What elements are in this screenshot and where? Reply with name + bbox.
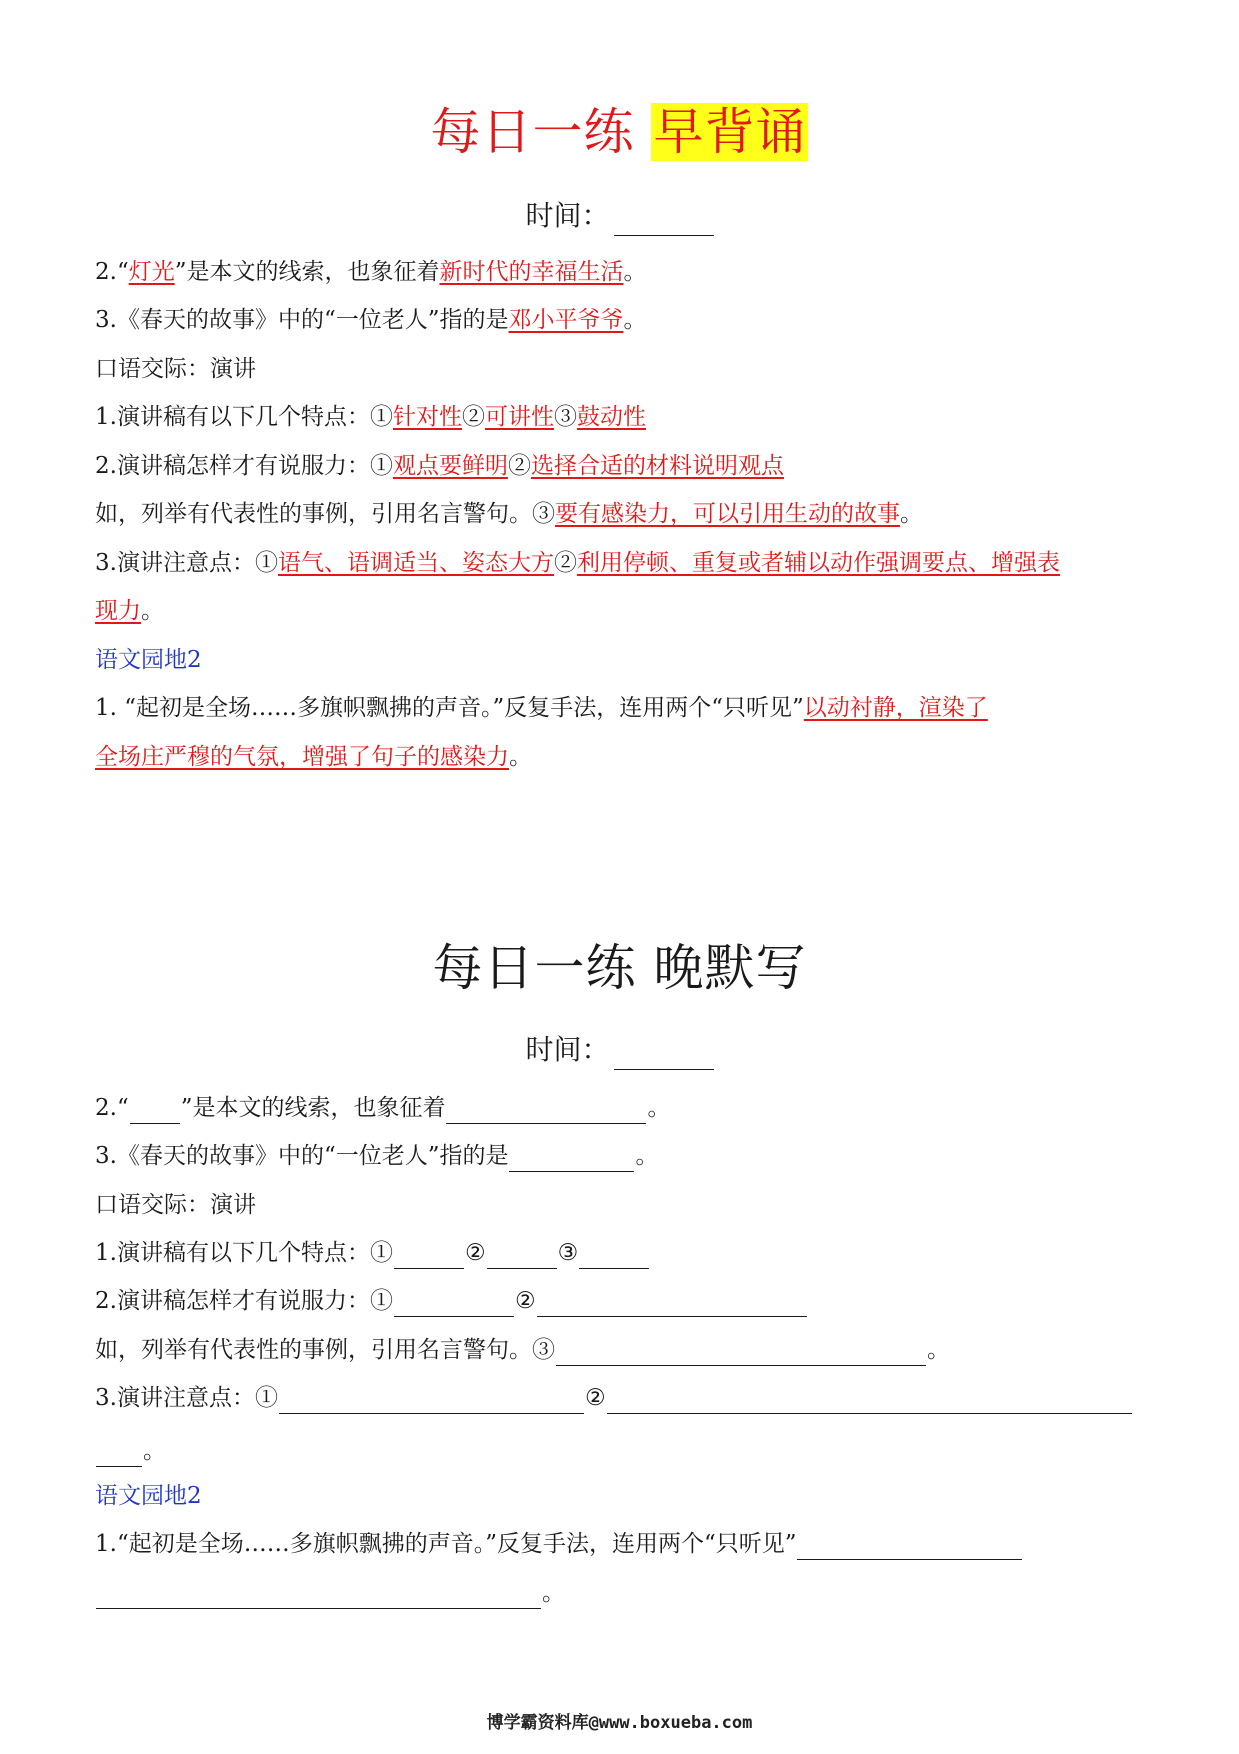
answer: 鼓动性: [576, 404, 646, 430]
time-label: 时间：: [525, 1033, 610, 1066]
morning-title-highlight: 早背诵: [653, 103, 807, 161]
fill-blank[interactable]: [537, 1290, 807, 1317]
text: 。: [542, 1580, 565, 1606]
morning-line-4: [95, 401, 1145, 433]
answer: 全场庄严穆的气氛，增强了句子的感染力: [95, 744, 509, 770]
text: ②: [464, 1240, 486, 1266]
text: ③: [553, 404, 577, 430]
text: 如，列举有代表性的事例，引用名言警句。③: [95, 1337, 555, 1363]
evening-line-6: [95, 1334, 1145, 1366]
fill-blank[interactable]: [394, 1290, 514, 1317]
text: 。: [623, 259, 647, 285]
morning-line-9: 语文园地2: [95, 647, 202, 673]
text: ②: [514, 1288, 536, 1314]
text: 。: [623, 307, 647, 333]
text: 3.演讲注意点：①: [95, 550, 278, 576]
time-blank: [614, 1039, 714, 1070]
morning-line-8: [95, 595, 1145, 627]
text: 。: [143, 1438, 166, 1464]
text: ②: [507, 453, 531, 479]
fill-blank[interactable]: [509, 1145, 634, 1172]
answer: 灯光: [128, 259, 175, 285]
text: ”是本文的线索，也象征着: [180, 1095, 446, 1121]
evening-line-7: [95, 1382, 1145, 1414]
text: 1.“起初是全场……多旗帜飘拂的声音。”反复手法，连用两个“只听见”: [95, 1531, 797, 1557]
evening-line-10: [95, 1528, 1145, 1560]
text: 。: [141, 598, 164, 624]
text: 1.演讲稿有以下几个特点：①: [95, 1240, 393, 1266]
evening-line-2: [95, 1140, 1145, 1172]
morning-line-5: [95, 450, 1145, 482]
answer: 新时代的幸福生活: [439, 259, 624, 285]
fill-blank[interactable]: [96, 1440, 142, 1467]
answer: 以动衬静，渲染了: [803, 695, 988, 721]
text: ②: [584, 1385, 606, 1411]
text: ②: [461, 404, 485, 430]
evening-time-row: [0, 1030, 1239, 1070]
text: 。: [900, 501, 923, 527]
evening-line-1: [95, 1092, 1145, 1124]
fill-blank[interactable]: [96, 1582, 541, 1609]
morning-line-2: [95, 304, 1145, 336]
time-blank: [614, 205, 714, 236]
text: 2.“: [95, 259, 129, 285]
answer: 要有感染力，可以引用生动的故事: [555, 501, 900, 527]
morning-title: [0, 102, 1239, 162]
text: 2.演讲稿怎样才有说服力：①: [95, 453, 393, 479]
fill-blank[interactable]: [130, 1097, 180, 1124]
text: 1. “起初是全场……多旗帜飘拂的声音。”反复手法，连用两个“只听见”: [95, 695, 804, 721]
fill-blank[interactable]: [279, 1387, 584, 1414]
fill-blank[interactable]: [556, 1339, 926, 1366]
fill-blank[interactable]: [607, 1387, 1132, 1414]
answer: 语气、语调适当、姿态大方: [277, 550, 554, 576]
answer: 利用停顿、重复或者辅以动作强调要点、增强表: [576, 550, 1060, 576]
fill-blank[interactable]: [446, 1097, 646, 1124]
text: ③: [557, 1240, 579, 1266]
text: 3.《春天的故事》中的“一位老人”指的是: [95, 1143, 509, 1169]
evening-line-9: 语文园地2: [95, 1483, 202, 1509]
fill-blank[interactable]: [579, 1242, 649, 1269]
text: 。: [509, 744, 532, 770]
text: 如，列举有代表性的事例，引用名言警句。③: [95, 501, 555, 527]
morning-title-main: 每日一练: [430, 103, 635, 161]
text: 2.演讲稿怎样才有说服力：①: [95, 1288, 393, 1314]
answer: 观点要鲜明: [392, 453, 508, 479]
time-label: 时间：: [525, 199, 610, 232]
fill-blank[interactable]: [487, 1242, 557, 1269]
morning-line-11: [95, 741, 1145, 773]
evening-line-11: [95, 1577, 1145, 1609]
fill-blank[interactable]: [394, 1242, 464, 1269]
answer: 可讲性: [484, 404, 554, 430]
evening-title: 每日一练 晚默写: [432, 939, 807, 997]
text: ②: [553, 550, 577, 576]
answer: 针对性: [392, 404, 462, 430]
text: 。: [927, 1337, 950, 1363]
answer: 选择合适的材料说明观点: [530, 453, 784, 479]
answer: 邓小平爷爷: [508, 307, 624, 333]
morning-line-3: 口语交际：演讲: [95, 356, 256, 382]
text: 1.演讲稿有以下几个特点：①: [95, 404, 393, 430]
text: 。: [647, 1095, 671, 1121]
answer: 现力: [95, 598, 141, 624]
text: 3.《春天的故事》中的“一位老人”指的是: [95, 307, 509, 333]
evening-line-5: [95, 1285, 1145, 1317]
text: ”是本文的线索，也象征着: [174, 259, 440, 285]
text: 2.“: [95, 1095, 129, 1121]
morning-line-1: [95, 256, 1145, 288]
evening-line-3: 口语交际：演讲: [95, 1192, 256, 1218]
evening-line-4: [95, 1237, 1145, 1269]
morning-line-10: [95, 692, 1145, 724]
evening-line-8: [95, 1435, 1145, 1467]
fill-blank[interactable]: [797, 1533, 1022, 1560]
footer-watermark: 博学霸资料库@www.boxueba.com: [486, 1713, 753, 1733]
text: 。: [635, 1143, 659, 1169]
text: 3.演讲注意点：①: [95, 1385, 278, 1411]
morning-time-row: [0, 196, 1239, 236]
morning-line-7: [95, 547, 1145, 579]
morning-line-6: [95, 498, 1145, 530]
